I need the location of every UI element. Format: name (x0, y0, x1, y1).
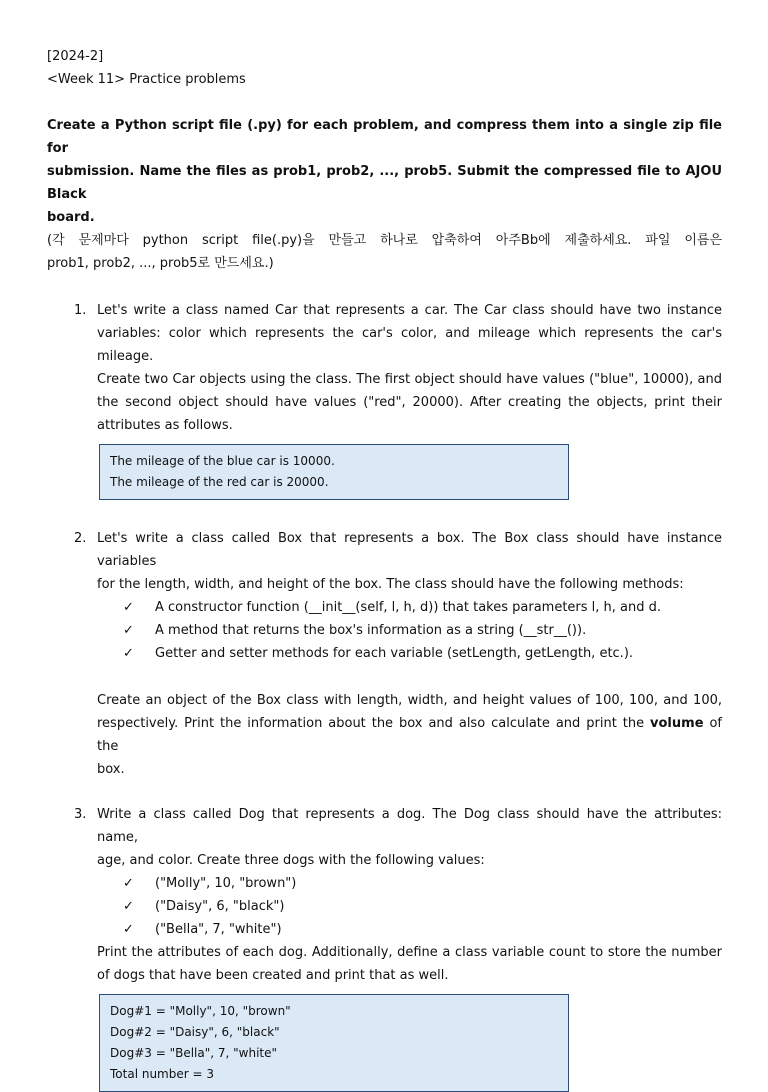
volume-emphasis: volume (650, 716, 704, 731)
bullet-item (123, 619, 722, 642)
bullet-text: A method that returns the box's information as a string (__str__()). (155, 623, 587, 638)
problem-1 (47, 299, 722, 500)
output-line: Dog#2 = "Daisy", 6, "black" (110, 1025, 280, 1039)
bullet-text: ("Molly", 10, "brown") (155, 876, 297, 891)
bullet-text: Getter and setter methods for each variable (setLength, getLength, etc.). (155, 646, 634, 661)
problem-line: box. (97, 762, 125, 777)
bullet-item (123, 596, 722, 619)
output-line: The mileage of the blue car is 10000. (110, 454, 335, 468)
output-line: Dog#3 = "Bella", 7, "white" (110, 1046, 278, 1060)
bullet-text: A constructor function (__init__(self, l, h, d)) that takes parameters l, h, and d. (155, 600, 662, 615)
problem-line (97, 712, 722, 758)
problem-line: attributes as follows. (97, 418, 233, 433)
check-icon: ✓ (123, 876, 134, 891)
output-box (99, 444, 569, 500)
problem-3 (47, 803, 722, 1092)
bullet-item (123, 642, 722, 665)
week-title: <Week 11> Practice problems (47, 72, 246, 87)
check-icon: ✓ (123, 623, 134, 638)
problem-line: Let's write a class named Car that represents a car. The Car class should have two instance (97, 303, 722, 318)
instruction-line: Create a Python script file (.py) for each problem, and compress them into a single zip file for (47, 118, 722, 156)
instruction-line: board. (47, 210, 95, 225)
output-box (99, 994, 569, 1092)
problem-line: of dogs that have been created and print that as well. (97, 968, 449, 983)
problem-line: for the length, width, and height of the box. The class should have the following methods: (97, 577, 684, 592)
instructions (47, 114, 722, 275)
problem-line: the second object should have values ("red", 20000). After creating the objects, print their (97, 395, 722, 410)
bullet-item (123, 918, 722, 941)
problem-text: respectively. Print the information about the box and also calculate and print the (97, 716, 645, 731)
output-line: Total number = 3 (110, 1067, 214, 1081)
semester-label: [2024-2] (47, 49, 104, 64)
output-line: Dog#1 = "Molly", 10, "brown" (110, 1004, 291, 1018)
problem-line: age, and color. Create three dogs with the following values: (97, 853, 485, 868)
bullet-item (123, 872, 722, 895)
problem-number: 2. (74, 531, 87, 546)
check-icon: ✓ (123, 922, 134, 937)
instruction-line: submission. Name the files as prob1, prob2, ..., prob5. Submit the compressed file to AJOU Black (47, 164, 722, 202)
problem-line: Create two Car objects using the class. The first object should have values ("blue", 10000), and (97, 372, 722, 387)
problem-line: Let's write a class called Box that represents a box. The Box class should have instance variables (97, 531, 722, 569)
bullet-text: ("Daisy", 6, "black") (155, 899, 285, 914)
instruction-korean-line: (각 문제마다 python script file(.py)을 만들고 하나로 압축하여 아주Bb에 제출하세요. 파일 이름은 (47, 233, 722, 248)
check-icon: ✓ (123, 646, 134, 661)
problem-line: Print the attributes of each dog. Additionally, define a class variable count to store the number (97, 945, 722, 960)
document-page (47, 45, 722, 1092)
problem-2 (47, 527, 722, 781)
problem-line: variables: color which represents the car's color, and mileage which represents the car's mileage. (97, 326, 722, 364)
bullet-item (123, 895, 722, 918)
problem-line: Create an object of the Box class with length, width, and height values of 100, 100, and 100, (97, 693, 722, 708)
instruction-korean-line: prob1, prob2, ..., prob5로 만드세요.) (47, 256, 274, 271)
problem-number: 1. (74, 303, 87, 318)
problem-text: of the (97, 716, 722, 754)
check-icon: ✓ (123, 600, 134, 615)
check-icon: ✓ (123, 899, 134, 914)
bullet-text: ("Bella", 7, "white") (155, 922, 282, 937)
problem-line: Write a class called Dog that represents a dog. The Dog class should have the attributes: name, (97, 807, 722, 845)
output-line: The mileage of the red car is 20000. (110, 475, 329, 489)
problem-number: 3. (74, 807, 87, 822)
